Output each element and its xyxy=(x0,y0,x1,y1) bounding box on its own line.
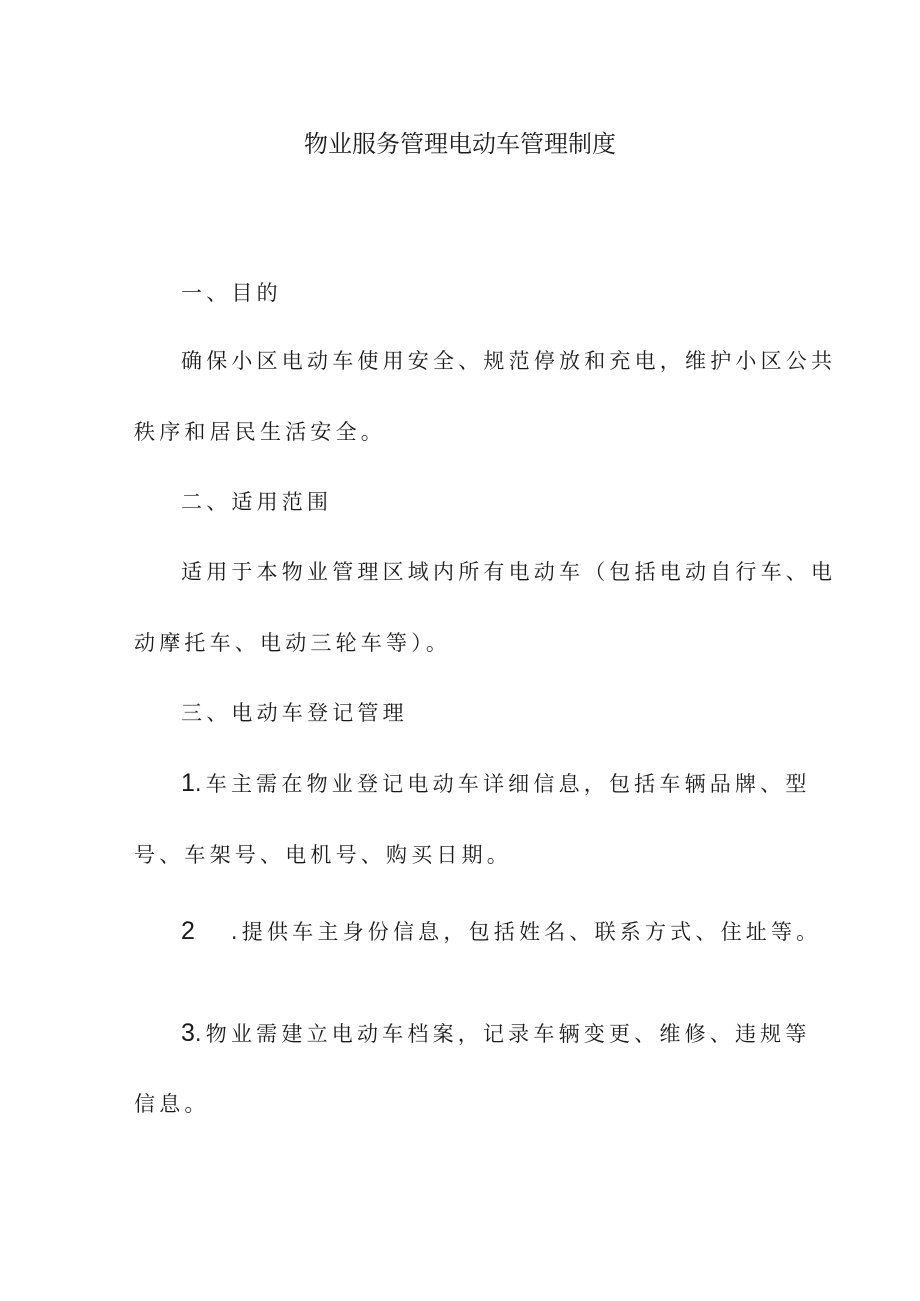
section-heading-registration: 三、电动车登记管理 xyxy=(181,701,408,725)
paragraph-line: 动摩托车、电动三轮车等）。 xyxy=(134,631,452,655)
section-heading-scope: 二、适用范围 xyxy=(181,490,333,514)
item-number: 2 xyxy=(181,917,195,945)
list-item-line xyxy=(181,768,841,799)
list-item-line xyxy=(181,916,841,947)
document-title: 物业服务管理电动车管理制度 xyxy=(304,130,616,158)
paragraph-line: 确保小区电动车使用安全、规范停放和充电，维护小区公共 xyxy=(181,349,837,373)
list-item-line: 号、车架号、电机号、购买日期。 xyxy=(134,843,512,867)
item-text: .物业需建立电动车档案，记录车辆变更、维修、违规等 xyxy=(194,1022,811,1046)
item-text: .车主需在物业登记电动车详细信息，包括车辆品牌、型 xyxy=(194,772,811,796)
list-item-line: 信息。 xyxy=(134,1092,210,1116)
item-number: 1 xyxy=(181,769,195,797)
paragraph-line: 秩序和居民生活安全。 xyxy=(134,420,386,444)
list-item-line xyxy=(181,1018,841,1049)
paragraph-line: 适用于本物业管理区域内所有电动车（包括电动自行车、电 xyxy=(181,560,837,584)
item-text: .提供车主身份信息，包括姓名、联系方式、住址等。 xyxy=(230,920,822,944)
section-heading-purpose: 一、目的 xyxy=(181,281,282,305)
item-number: 3 xyxy=(181,1019,195,1047)
